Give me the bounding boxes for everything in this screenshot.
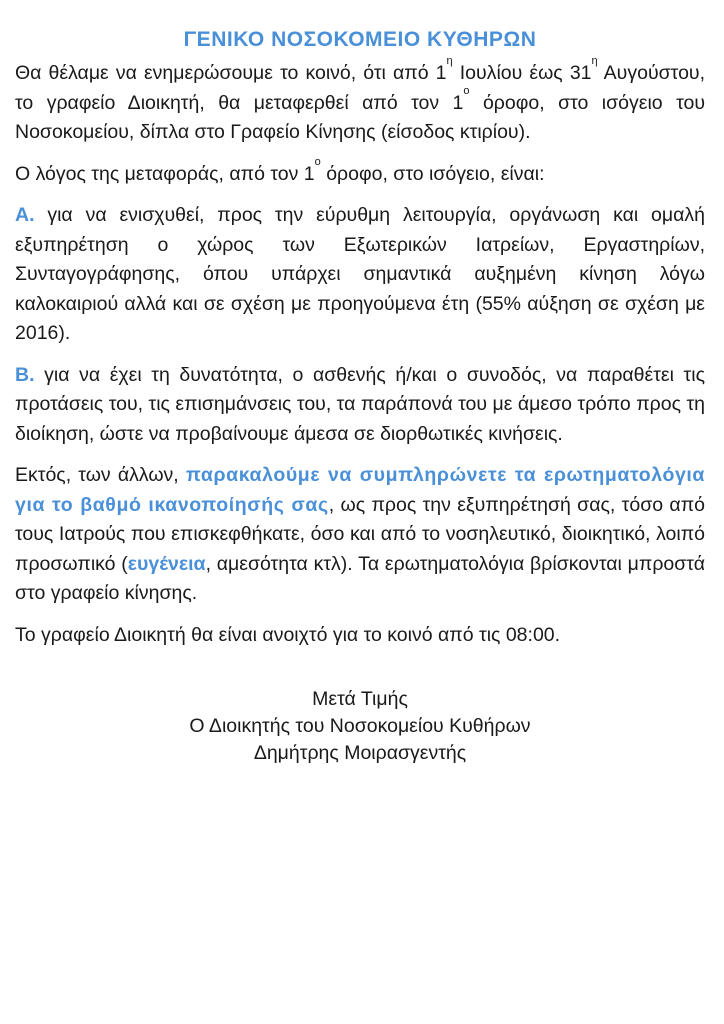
questionnaire-emphasis: παρακαλούμε να συμπληρώνετε τα ερωτηματολόγια για το βαθμό ικανοποίησής σας xyxy=(15,464,706,516)
paragraph-relocation xyxy=(15,55,706,148)
paragraph-questionnaires xyxy=(15,461,705,609)
courtesy-emphasis: ευγένεια xyxy=(127,552,206,575)
questionnaire-text-a: Εκτός, των άλλων, xyxy=(15,464,186,486)
ordinal-sup: ο xyxy=(463,84,470,97)
reason-a-label: Α. xyxy=(15,204,35,226)
signature-title: Ο Διοικητής του Νοσοκομείου Κυθήρων xyxy=(189,715,531,737)
notice-document xyxy=(15,28,705,767)
signature-closing: Μετά Τιμής xyxy=(312,688,408,710)
paragraph-opening-hours: Το γραφείο Διοικητή θα είναι ανοιχτό για το κοινό από τις 08:00. xyxy=(15,623,561,646)
reason-b-label: Β. xyxy=(15,363,35,386)
ordinal-sup: ο xyxy=(314,155,321,168)
relocation-text-d: όροφο, στο ισόγειο του Νοσοκομείου, δίπλα στο Γραφείο Κίνησης (είσοδος κτιρίου). xyxy=(15,91,706,143)
ordinal-sup: η xyxy=(591,55,598,67)
questionnaire-text-c: , αμεσότητα κτλ). Τα ερωτηματολόγια βρίσκονται μπροστά στο γραφείο κίνησης. xyxy=(15,552,705,604)
relocation-text-b: Ιουλίου έως 31 xyxy=(452,62,592,84)
relocation-text-c: Αυγούστου, το γραφείο Διοικητή, θα μεταφερθεί από τον 1 xyxy=(15,62,705,114)
paragraph-reason-b xyxy=(15,361,705,450)
signature-block xyxy=(15,686,705,767)
relocation-text-a: Θα θέλαμε να ενημερώσουμε το κοινό, ότι από 1 xyxy=(15,62,447,84)
paragraph-reason-a xyxy=(15,201,705,349)
ordinal-sup: η xyxy=(446,55,453,67)
reason-text-b: όροφο, στο ισόγειο, είναι: xyxy=(320,162,545,185)
questionnaire-text-b: , ως προς την εξυπηρέτησή σας, τόσο από τους Ιατρούς που επισκεφθήκατε, όσο και από το νοσηλευτικό, διοικητικό, λοιπό προσωπικό ( xyxy=(15,493,705,575)
reason-b-text: για να έχει τη δυνατότητα, ο ασθενής ή/και ο συνοδός, να παραθέτει τις προτάσεις του, τις επισημάνσεις του, τα παράπονά του με άμεσο τρόπο προς τη διοίκηση, ώστε να προβαίνουμε άμεσα σε διορθωτικές κινήσεις. xyxy=(15,363,705,445)
reason-text-a: Ο λόγος της μεταφοράς, από τον 1 xyxy=(15,162,315,185)
signature-name: Δημήτρης Μοιρασγεντής xyxy=(253,742,467,764)
reason-a-text: για να ενισχυθεί, προς την εύρυθμη λειτουργία, οργάνωση και ομαλή εξυπηρέτηση ο χώρος των Εξωτερικών Ιατρείων, Εργαστηρίων, Συνταγογράφησης, όπου υπάρχει σημαντικά αυξημένη κίνηση λόγω καλοκαιριού αλλά και σε σχέση με προηγούμενα έτη (55% αύξηση σε σχέση με 2016). xyxy=(15,204,705,344)
paragraph-reason-intro xyxy=(15,155,705,190)
hospital-title: ΓΕΝΙΚΟ ΝΟΣΟΚΟΜΕΙΟ ΚΥΘΗΡΩΝ xyxy=(183,28,537,51)
